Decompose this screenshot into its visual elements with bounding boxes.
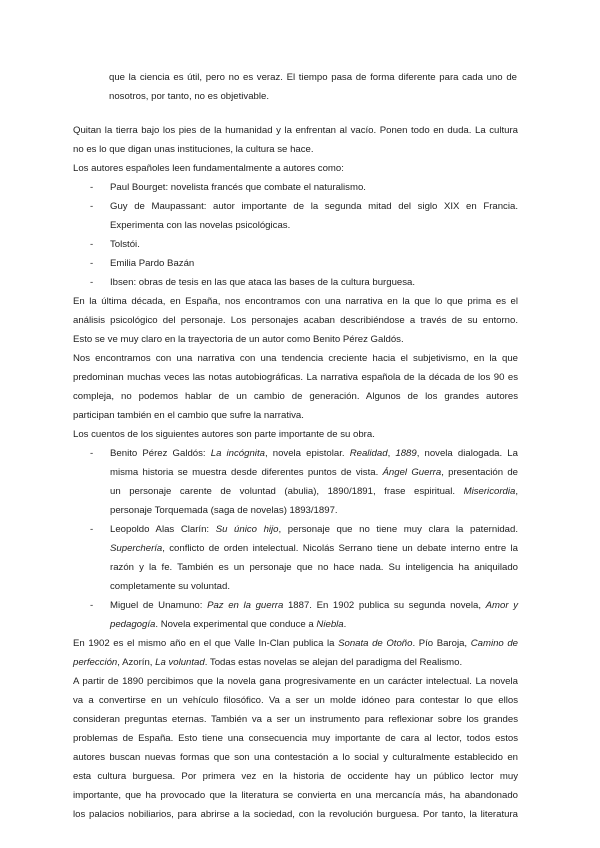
quote-continuation: [109, 68, 517, 106]
bullet: -: [90, 201, 94, 212]
list-item: - Paul Bourget: novelista francés que combate el naturalismo.: [73, 178, 518, 197]
list-item: - Ibsen: obras de tesis en las que ataca las bases de la cultura burguesa.: [73, 273, 518, 292]
bullet: -: [90, 524, 94, 535]
paragraph-subjectivism: Nos encontramos con una narrativa con una tendencia creciente hacia el subjetivismo, en la que predominan muchas veces las notas autobiográficas. La narrativa española de la década de los 90 es compleja, no podemos hablar de un cambio de generación. Algunos de los grandes autores participan también en el cambio que sufre la narrativa.: [73, 353, 518, 421]
paragraph-stories: Los cuentos de los siguientes autores son parte importante de su obra.: [73, 429, 375, 440]
spanish-authors-list: [73, 444, 518, 634]
paragraph-1902: En 1902 es el mismo año en el que Valle In-Clan publica la Sonata de Otoño. Pío Baroja, Camino de perfección, Azorín, La voluntad. Todas estas novelas se alejan del paradigma del Realismo.: [73, 638, 518, 668]
bullet: -: [90, 277, 94, 288]
list-item: - Guy de Maupassant: autor importante de la segunda mitad del siglo XIX en Francia. Experimenta con las novelas psicológicas.: [73, 197, 518, 235]
text-line: no es lo que digan unas instituciones, la cultura se hace.: [73, 144, 314, 155]
text-line: que la ciencia es útil, pero no es veraz. El tiempo pasa de forma diferente para cada uno de: [109, 72, 517, 83]
text-line: nosotros, por tanto, no es objetivable.: [109, 91, 269, 102]
bullet: -: [90, 448, 94, 459]
paragraph-uncertainty: [73, 121, 518, 159]
paragraph-intellectual-novel: A partir de 1890 percibimos que la novela gana progresivamente en un carácter intelectual. La novela va a convertirse en un vehículo filosófico. Va a ser un molde idóneo para contestar lo que ellos consideran preguntas eternas. También va a ser un instrumento para reflexionar sobre los grandes problemas de España. Esto tiene una consecuencia muy importante de cara al lector, todos estos autores buscan nuevas formas que son una contestación a lo social y culturalmente establecido en esta cultura burguesa. Por primera vez en la historia de occidente hay un público lector muy importante, que ha provocado que la literatura se convierta en una mercancía más, ha abandonado los palacios nobiliarios, para abrirse a la sociedad, con la revolución burguesa. Por tanto, la literatura: [73, 676, 518, 820]
bullet: -: [90, 258, 94, 269]
bullet: -: [90, 182, 94, 193]
list-item-galdos: - Benito Pérez Galdós: La incógnita, novela epistolar. Realidad, 1889, novela dialogada. La misma historia se muestra desde diferentes puntos de vista. Ángel Guerra, presentación de un personaje carente de voluntad (abulia), 1890/1891, frase espiritual. Misericordia, personaje Torquemada (saga de novelas) 1893/1897.: [73, 444, 518, 520]
paragraph-intro-authors: Los autores españoles leen fundamentalmente a autores como:: [73, 163, 344, 174]
bullet: -: [90, 239, 94, 250]
bullet: -: [90, 600, 94, 611]
list-item: - Emilia Pardo Bazán: [73, 254, 518, 273]
list-item-clarin: - Leopoldo Alas Clarín: Su único hijo, personaje que no tiene muy clara la paternidad. Superchería, conflicto de orden intelectual. Nicolás Serrano tiene un debate interno entre la razón y la fe. También es un personaje que no hace nada. Su inteligencia ha aniquilado completamente su voluntad.: [73, 520, 518, 596]
list-item-unamuno: - Miguel de Unamuno: Paz en la guerra 1887. En 1902 publica su segunda novela, Amor y pedagogía. Novela experimental que conduce a Niebla.: [73, 596, 518, 634]
foreign-authors-list: [73, 178, 518, 292]
document-body: [73, 121, 518, 824]
list-item: - Tolstói.: [73, 235, 518, 254]
text-line: Quitan la tierra bajo los pies de la humanidad y la enfrentan al vacío. Ponen todo en duda. La cultura: [73, 125, 518, 136]
paragraph-psychological: En la última década, en España, nos encontramos con una narrativa en la que lo que prima es el análisis psicológico del personaje. Los personajes acaban describiéndose a través de su entorno. Esto se ve muy claro en la trayectoria de un autor como Benito Pérez Galdós.: [73, 296, 518, 345]
